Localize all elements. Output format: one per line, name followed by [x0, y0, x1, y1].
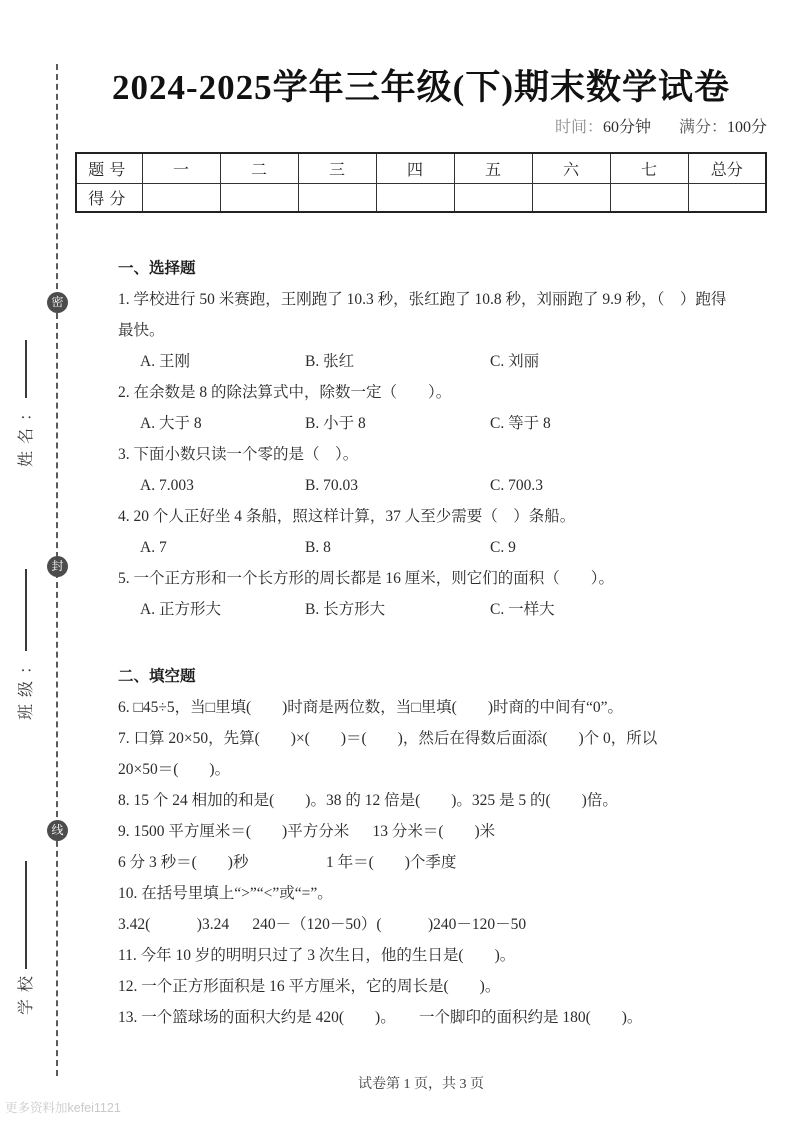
- score-table-header-cell: 三: [298, 153, 376, 183]
- watermark-text: 更多资料加kefei1121: [5, 1101, 121, 1115]
- question-4: [118, 501, 767, 563]
- question-text: 6 分 3 秒＝( )秒 1 年＝( )个季度: [118, 854, 457, 871]
- option-a: A. 正方形大: [140, 601, 221, 618]
- options-row: [118, 346, 767, 377]
- question-9: [118, 816, 767, 878]
- score-cell-empty: [142, 183, 220, 212]
- score-table-header-cell: 五: [454, 153, 532, 183]
- options-row: [118, 532, 767, 563]
- score-table: [75, 152, 767, 213]
- student-name-field: [11, 287, 37, 467]
- score-table-header-cell: 题号: [76, 153, 142, 183]
- fill-section: [118, 661, 767, 1033]
- score-cell-empty: [376, 183, 454, 212]
- option-a: A. 7: [140, 539, 167, 556]
- full-score-value: 100分: [726, 119, 767, 136]
- score-cell-empty: [688, 183, 766, 212]
- option-c: C. 刘丽: [490, 353, 540, 370]
- full-score-label: 满分：: [678, 119, 727, 136]
- time-label: 时间：: [554, 119, 603, 136]
- question-6: [118, 692, 767, 723]
- school-blank-line: [25, 861, 27, 969]
- question-text: 最快。: [118, 322, 165, 339]
- option-c: C. 等于 8: [490, 415, 551, 432]
- option-c: C. 700.3: [490, 477, 543, 494]
- question-8: [118, 785, 767, 816]
- question-text: 6. □45÷5，当□里填( )时商是两位数，当□里填( )时商的中间有“0”。: [118, 699, 624, 716]
- score-table-header-cell: 四: [376, 153, 454, 183]
- question-3: [118, 439, 767, 501]
- question-text: 3. 下面小数只读一个零的是（ ）。: [118, 446, 359, 463]
- score-table-header-cell: 二: [220, 153, 298, 183]
- question-text: 2. 在余数是 8 的除法算式中，除数一定（ ）。: [118, 384, 452, 401]
- fill-section-heading: 二、填空题: [118, 668, 196, 685]
- student-name-blank-line: [25, 340, 27, 398]
- question-text: 13. 一个篮球场的面积大约是 420( )。 一个脚印的面积约是 180( )。: [118, 1009, 643, 1026]
- option-c: C. 9: [490, 539, 516, 556]
- score-table-header-cell: 一: [142, 153, 220, 183]
- option-b: B. 8: [305, 539, 331, 556]
- question-text: 11. 今年 10 岁的明明只过了 3 次生日，他的生日是( )。: [118, 947, 516, 964]
- option-b: B. 小于 8: [305, 415, 366, 432]
- page-footer: 试卷第 1 页，共 3 页: [358, 1077, 484, 1092]
- paper-body: [75, 0, 767, 1093]
- question-12: [118, 971, 767, 1002]
- question-11: [118, 940, 767, 971]
- question-7: [118, 723, 767, 785]
- student-name-label: 姓名：: [17, 397, 35, 467]
- options-row: [118, 470, 767, 501]
- score-cell-empty: [454, 183, 532, 212]
- question-text: 4. 20 个人正好坐 4 条船，照这样计算，37 人至少需要（ ）条船。: [118, 508, 576, 525]
- question-2: [118, 377, 767, 439]
- question-text: 8. 15 个 24 相加的和是( )。38 的 12 倍是( )。325 是 5 的( )倍。: [118, 792, 618, 809]
- option-a: A. 7.003: [140, 477, 194, 494]
- options-row: [118, 408, 767, 439]
- question-1: [118, 284, 767, 377]
- choice-section: [118, 253, 767, 625]
- question-10: [118, 878, 767, 940]
- score-table-header-cell: 七: [610, 153, 688, 183]
- seal-badge-feng: 封: [47, 556, 68, 577]
- question-text: 3.42( )3.24 240－（120－50）( )240－120－50: [118, 916, 527, 933]
- class-label: 班级：: [17, 650, 35, 720]
- time-value: 60分钟: [602, 119, 651, 136]
- score-cell-empty: [532, 183, 610, 212]
- question-5: [118, 563, 767, 625]
- option-b: B. 长方形大: [305, 601, 386, 618]
- question-text: 20×50＝( )。: [118, 761, 231, 778]
- class-field: [11, 540, 37, 720]
- score-cell-empty: [610, 183, 688, 212]
- score-table-header-cell: 六: [532, 153, 610, 183]
- school-label: 学校: [17, 968, 35, 1015]
- choice-section-heading: 一、选择题: [118, 260, 196, 277]
- question-text: 1. 学校进行 50 米赛跑，王刚跑了 10.3 秒，张红跑了 10.8 秒，刘丽跑了 9.9 秒，（ ）跑得: [118, 291, 727, 308]
- seal-badge-xian: 线: [47, 820, 68, 841]
- option-a: A. 大于 8: [140, 415, 202, 432]
- seal-badge-mi: 密: [47, 292, 68, 313]
- option-b: B. 张红: [305, 353, 355, 370]
- question-text: 12. 一个正方形面积是 16 平方厘米，它的周长是( )。: [118, 978, 501, 995]
- school-field: [11, 835, 37, 1015]
- options-row: [118, 594, 767, 625]
- score-table-header-row: [76, 153, 766, 183]
- question-text: 9. 1500 平方厘米＝( )平方分米 13 分米＝( )米: [118, 823, 496, 840]
- score-cell-empty: [298, 183, 376, 212]
- question-text: 10. 在括号里填上“>”“<”或“=”。: [118, 885, 333, 902]
- score-table-header-cell: 总分: [688, 153, 766, 183]
- option-b: B. 70.03: [305, 477, 358, 494]
- page-title: 2024-2025学年三年级(下)期末数学试卷: [112, 68, 730, 107]
- option-a: A. 王刚: [140, 353, 190, 370]
- score-row-label: 得分: [76, 183, 142, 212]
- score-table-score-row: [76, 183, 766, 212]
- exam-meta: [75, 116, 767, 140]
- question-text: 5. 一个正方形和一个长方形的周长都是 16 厘米，则它们的面积（ ）。: [118, 570, 615, 587]
- question-13: [118, 1002, 767, 1033]
- class-blank-line: [25, 569, 27, 651]
- score-cell-empty: [220, 183, 298, 212]
- option-c: C. 一样大: [490, 601, 555, 618]
- question-text: 7. 口算 20×50，先算( )×( )＝( )，然后在得数后面添( )个 0，所以: [118, 730, 658, 747]
